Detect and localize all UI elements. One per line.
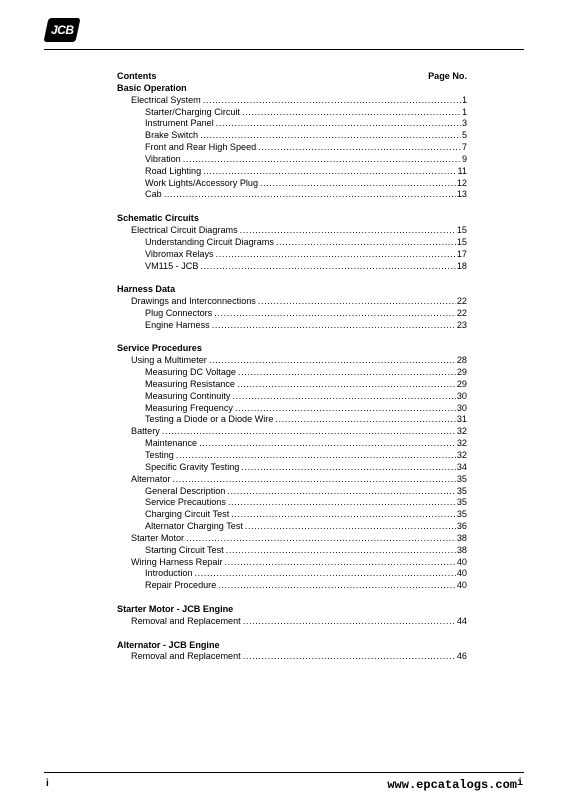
toc-entry-page: 35	[456, 473, 467, 484]
toc-entry-title: Drawings and Interconnections	[131, 296, 256, 307]
toc-header	[117, 71, 467, 83]
toc-entry-page: 35	[456, 497, 467, 508]
toc-entry[interactable]	[117, 130, 467, 142]
toc-entry-page: 15	[456, 224, 467, 235]
toc-entry-page: 38	[456, 544, 467, 555]
toc-entry-title: Using a Multimeter	[131, 355, 207, 366]
toc-entry[interactable]	[117, 509, 467, 521]
toc-entry-title: Starter/Charging Circuit	[145, 106, 241, 117]
toc-entry-page: 1	[461, 94, 467, 105]
toc-dot-leader	[209, 355, 456, 367]
section-spacer	[117, 201, 467, 213]
toc-entry-title: Work Lights/Accessory Plug	[145, 177, 259, 188]
jcb-logo-text: JCB	[50, 23, 74, 37]
toc-entry[interactable]	[117, 557, 467, 569]
toc-entry[interactable]	[117, 261, 467, 273]
toc-entry-title: Wiring Harness Repair	[131, 556, 223, 567]
toc-entry-title: Measuring DC Voltage	[145, 367, 236, 378]
toc-entry-page: 44	[456, 615, 467, 626]
toc-entry-title: Plug Connectors	[145, 307, 213, 318]
toc-entry-page: 3	[461, 118, 467, 129]
toc-dot-leader	[275, 414, 455, 426]
toc-entry-title: Brake Switch	[145, 130, 199, 141]
toc-dot-leader	[241, 462, 456, 474]
toc-dot-leader	[243, 616, 456, 628]
toc-entry[interactable]	[117, 107, 467, 119]
section-heading: Alternator - JCB Engine	[117, 639, 220, 650]
toc-dot-leader	[231, 509, 456, 521]
toc-entry[interactable]	[117, 320, 467, 332]
toc-entry[interactable]	[117, 154, 467, 166]
page-no-label: Page No.	[428, 71, 467, 81]
toc-entry-page: 31	[456, 414, 467, 425]
toc-entry[interactable]	[117, 497, 467, 509]
toc-entry-page: 30	[456, 390, 467, 401]
toc-entry[interactable]	[117, 521, 467, 533]
toc-dot-leader	[162, 426, 456, 438]
page-number: i	[46, 778, 49, 789]
toc-dot-leader	[224, 557, 455, 569]
toc-entry[interactable]	[117, 450, 467, 462]
section-heading: Harness Data	[117, 284, 176, 295]
toc-entry-title: Electrical System	[131, 94, 201, 105]
toc-entry-page: 28	[456, 355, 467, 366]
toc-entry-page: 7	[461, 142, 467, 153]
toc-entry-title: Measuring Continuity	[145, 390, 231, 401]
toc-dot-leader	[238, 367, 456, 379]
toc-entry-page: 22	[456, 307, 467, 318]
toc-entry-title: Maintenance	[145, 438, 198, 449]
toc-dot-leader	[195, 568, 456, 580]
toc-entry-title: Front and Rear High Speed	[145, 142, 257, 153]
toc-entry[interactable]	[117, 545, 467, 557]
toc-entry-title: Removal and Replacement	[131, 651, 241, 662]
toc-entry-page: 36	[456, 521, 467, 532]
toc-entry[interactable]	[117, 474, 467, 486]
toc-dot-leader	[227, 486, 456, 498]
toc-entry[interactable]	[117, 486, 467, 498]
toc-entry-page: 40	[456, 580, 467, 591]
toc-entry-title: Vibration	[145, 153, 181, 164]
toc-entry-title: Instrument Panel	[145, 118, 214, 129]
toc-entry-page: 34	[456, 461, 467, 472]
toc-dot-leader	[172, 474, 455, 486]
toc-dot-leader	[276, 237, 456, 249]
toc-entry-title: Introduction	[145, 568, 193, 579]
toc-dot-leader	[260, 178, 456, 190]
section-spacer	[117, 272, 467, 284]
toc-dot-leader	[200, 130, 461, 142]
toc-dot-leader	[226, 545, 456, 557]
toc-entry-title: Alternator	[131, 473, 171, 484]
toc-entry[interactable]	[117, 403, 467, 415]
toc-entry-title: Measuring Frequency	[145, 402, 233, 413]
toc-entry-page: 35	[456, 509, 467, 520]
toc-entry[interactable]	[117, 142, 467, 154]
toc-entry-title: Cab	[145, 189, 162, 200]
toc-entry[interactable]	[117, 651, 467, 663]
toc-entry-title: Alternator Charging Test	[145, 521, 243, 532]
jcb-logo	[43, 18, 80, 42]
table-of-contents	[117, 71, 467, 663]
toc-entry[interactable]	[117, 438, 467, 450]
toc-entry[interactable]	[117, 367, 467, 379]
toc-dot-leader	[228, 497, 456, 509]
toc-entry[interactable]	[117, 462, 467, 474]
toc-entry[interactable]	[117, 296, 467, 308]
section-heading: Basic Operation	[117, 82, 187, 93]
toc-dot-leader	[243, 651, 456, 663]
toc-entry-page: 40	[456, 556, 467, 567]
toc-entry[interactable]	[117, 225, 467, 237]
toc-entry[interactable]	[117, 178, 467, 190]
toc-entry[interactable]	[117, 355, 467, 367]
toc-dot-leader	[245, 521, 456, 533]
toc-entry-title: Testing a Diode or a Diode Wire	[145, 414, 274, 425]
toc-entry-page: 29	[456, 378, 467, 389]
toc-dot-leader	[186, 533, 456, 545]
toc-entry[interactable]	[117, 580, 467, 592]
toc-entry-title: Road Lighting	[145, 165, 202, 176]
toc-entry[interactable]	[117, 166, 467, 178]
header-divider	[44, 49, 524, 50]
toc-entry-page: 11	[457, 165, 467, 176]
toc-dot-leader	[235, 403, 456, 415]
toc-entry[interactable]	[117, 308, 467, 320]
toc-dot-leader	[203, 95, 461, 107]
section-heading: Starter Motor - JCB Engine	[117, 603, 234, 614]
toc-dot-leader	[240, 225, 456, 237]
toc-entry-title: General Description	[145, 485, 226, 496]
section-spacer	[117, 628, 467, 640]
toc-dot-leader	[200, 261, 455, 273]
toc-entry-title: Starting Circuit Test	[145, 544, 224, 555]
toc-entry[interactable]	[117, 414, 467, 426]
toc-entry-page: 40	[456, 568, 467, 579]
website-page-marker: i	[516, 778, 523, 789]
footer-divider	[44, 772, 524, 773]
toc-entry-title: Measuring Resistance	[145, 378, 235, 389]
toc-entry[interactable]	[117, 533, 467, 545]
toc-entry[interactable]	[117, 95, 467, 107]
toc-dot-leader	[237, 379, 456, 391]
toc-dot-leader	[232, 391, 455, 403]
toc-entry-page: 32	[456, 438, 467, 449]
toc-entry-title: Engine Harness	[145, 319, 210, 330]
toc-entry[interactable]	[117, 189, 467, 201]
toc-dot-leader	[203, 166, 456, 178]
section-spacer	[117, 592, 467, 604]
toc-entry[interactable]	[117, 118, 467, 130]
toc-entry-page: 5	[461, 130, 467, 141]
toc-dot-leader	[242, 107, 461, 119]
toc-entry-page: 38	[456, 532, 467, 543]
toc-entry-page: 29	[456, 367, 467, 378]
toc-entry-page: 30	[456, 402, 467, 413]
toc-entry-page: 12	[456, 177, 467, 188]
contents-label: Contents	[117, 71, 157, 81]
section-spacer	[117, 332, 467, 344]
toc-dot-leader	[218, 580, 456, 592]
website-footer[interactable]	[387, 778, 523, 792]
toc-entry[interactable]	[117, 568, 467, 580]
toc-entry-title: Understanding Circuit Diagrams	[145, 236, 274, 247]
toc-entry-page: 17	[456, 248, 467, 259]
toc-entry-title: Repair Procedure	[145, 580, 217, 591]
toc-entry[interactable]	[117, 616, 467, 628]
toc-entry-title: Electrical Circuit Diagrams	[131, 224, 238, 235]
toc-dot-leader	[183, 154, 461, 166]
toc-entry-title: Charging Circuit Test	[145, 509, 230, 520]
toc-entry-page: 32	[456, 450, 467, 460]
toc-dot-leader	[214, 308, 456, 320]
toc-entry[interactable]	[117, 391, 467, 403]
toc-entry-title: Service Precautions	[145, 497, 226, 508]
toc-dot-leader	[212, 320, 456, 332]
toc-dot-leader	[164, 189, 456, 201]
toc-entry-title: Specific Gravity Testing	[145, 461, 240, 472]
toc-entry[interactable]	[117, 426, 467, 438]
section-heading: Schematic Circuits	[117, 213, 199, 224]
toc-entry[interactable]	[117, 237, 467, 249]
toc-entry-title: Testing	[145, 450, 174, 460]
section-heading: Service Procedures	[117, 343, 202, 354]
toc-entry-title: VM115 - JCB	[145, 260, 199, 271]
toc-entry-title: Vibromax Relays	[145, 248, 214, 259]
toc-dot-leader	[216, 249, 456, 261]
toc-dot-leader	[258, 142, 461, 154]
toc-entry-title: Removal and Replacement	[131, 615, 241, 626]
toc-dot-leader	[176, 450, 456, 462]
toc-entry-page: 18	[456, 260, 467, 271]
toc-entry-page: 9	[461, 153, 467, 164]
toc-entry-page: 13	[456, 189, 467, 200]
toc-entry-title: Starter Motor	[131, 532, 185, 543]
toc-entry-page: 22	[456, 296, 467, 307]
toc-dot-leader	[199, 438, 456, 450]
toc-entry-page: 35	[456, 485, 467, 496]
toc-entry[interactable]	[117, 249, 467, 261]
toc-dot-leader	[216, 118, 461, 130]
toc-dot-leader	[258, 296, 456, 308]
toc-entry-page: 23	[456, 319, 467, 330]
toc-entry-page: 15	[456, 236, 467, 247]
toc-entry-page: 32	[456, 426, 467, 437]
toc-entry[interactable]	[117, 379, 467, 391]
toc-entry-page: 1	[461, 106, 467, 117]
website-link[interactable]: www.epcatalogs.com	[387, 778, 517, 792]
toc-entry-page: 46	[456, 651, 467, 662]
toc-entry-title: Battery	[131, 426, 160, 437]
